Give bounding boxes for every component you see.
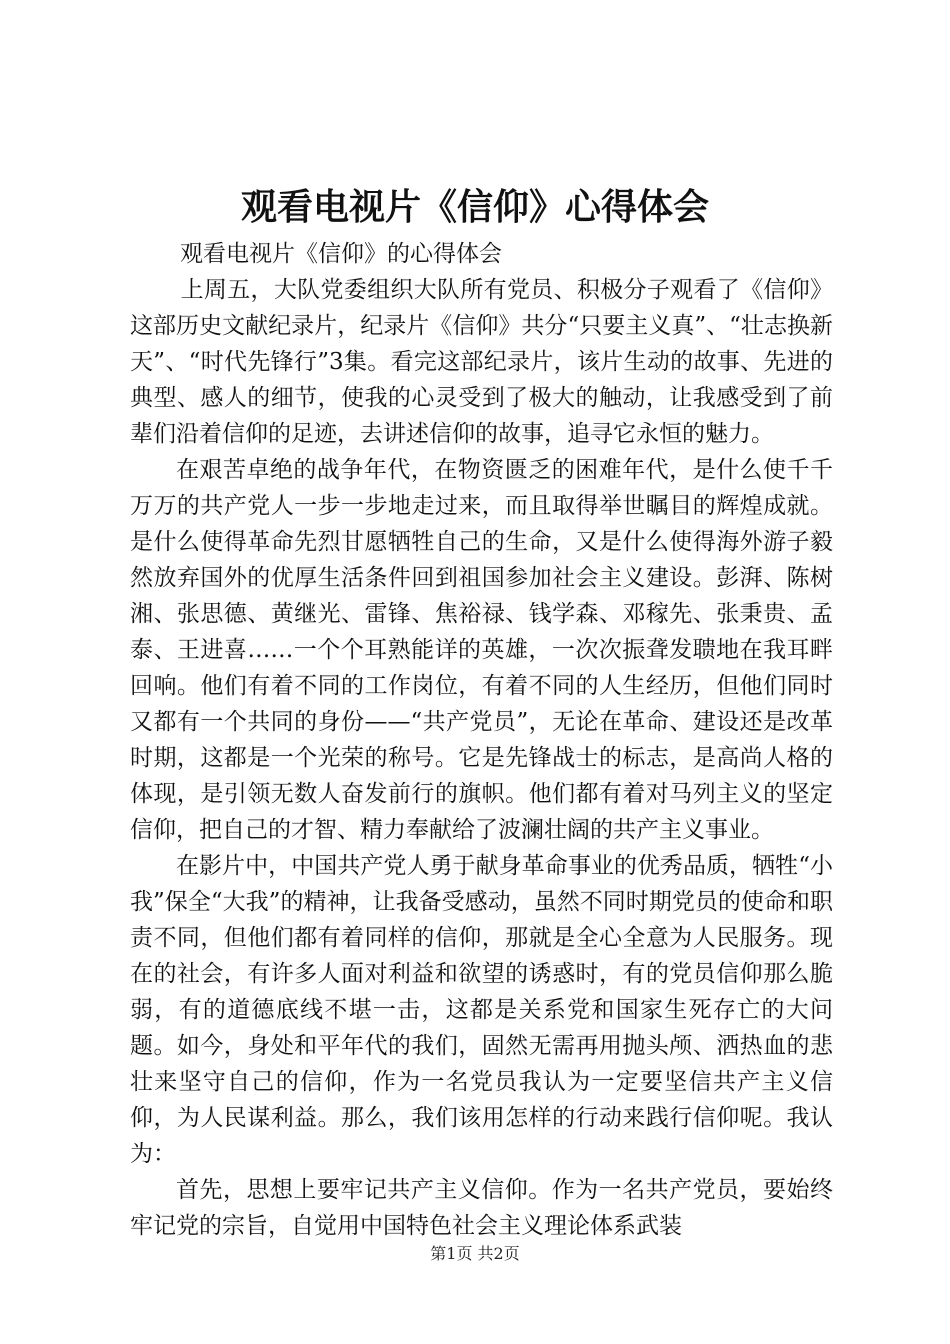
document-subtitle: 观看电视片《信仰》的心得体会 (180, 241, 502, 267)
page-number-footer: 第1页 共2页 (430, 1244, 520, 1263)
paragraph-1: 上周五，大队党委组织大队所有党员、积极分子观看了《信仰》这部历史文献纪录片，纪录片《信仰》共分“只要主义真”、“壮志换新天”、“时代先锋行”3集。看完这部纪录片，该片生动的故事、先进的典型、感人的细节，使我的心灵受到了极大的触动，让我感受到了前辈们沿着信仰的足迹，去讲述信仰的故事，追寻它永恒的魅力。 (130, 277, 833, 447)
document-body (130, 236, 833, 1244)
paragraph-4: 首先，思想上要牢记共产主义信仰。作为一名共产党员，要始终牢记党的宗旨，自觉用中国特色社会主义理论体系武装 (130, 1177, 833, 1239)
document-title: 观看电视片《信仰》心得体会 (240, 186, 709, 228)
paragraph-2: 在艰苦卓绝的战争年代，在物资匮乏的困难年代，是什么使千千万万的共产党人一步一步地走过来，而且取得举世瞩目的辉煌成就。是什么使得革命先烈甘愿牺牲自己的生命，又是什么使得海外游子毅然放弃国外的优厚生活条件回到祖国参加社会主义建设。彭湃、陈树湘、张思德、黄继光、雷锋、焦裕禄、钱学森、邓稼先、张秉贵、孟泰、王进喜……一个个耳熟能详的英雄，一次次振聋发聩地在我耳畔回响。他们有着不同的工作岗位，有着不同的人生经历，但他们同时又都有一个共同的身份——“共产党员”，无论在革命、建设还是改革时期，这都是一个光荣的称号。它是先锋战士的标志，是高尚人格的体现，是引领无数人奋发前行的旗帜。他们都有着对马列主义的坚定信仰，把自己的才智、精力奉献给了波澜壮阔的共产主义事业。 (130, 457, 833, 843)
paragraph-3: 在影片中，中国共产党人勇于献身革命事业的优秀品质，牺牲“小我”保全“大我”的精神，让我备受感动，虽然不同时期党员的使命和职责不同，但他们都有着同样的信仰，那就是全心全意为人民服务。现在的社会，有许多人面对利益和欲望的诱惑时，有的党员信仰那么脆弱，有的道德底线不堪一击，这都是关系党和国家生死存亡的大问题。如今，身处和平年代的我们，固然无需再用抛头颅、洒热血的悲壮来坚守自己的信仰，作为一名党员我认为一定要坚信共产主义信仰，为人民谋利益。那么，我们该用怎样的行动来践行信仰呢。我认为： (130, 853, 833, 1167)
